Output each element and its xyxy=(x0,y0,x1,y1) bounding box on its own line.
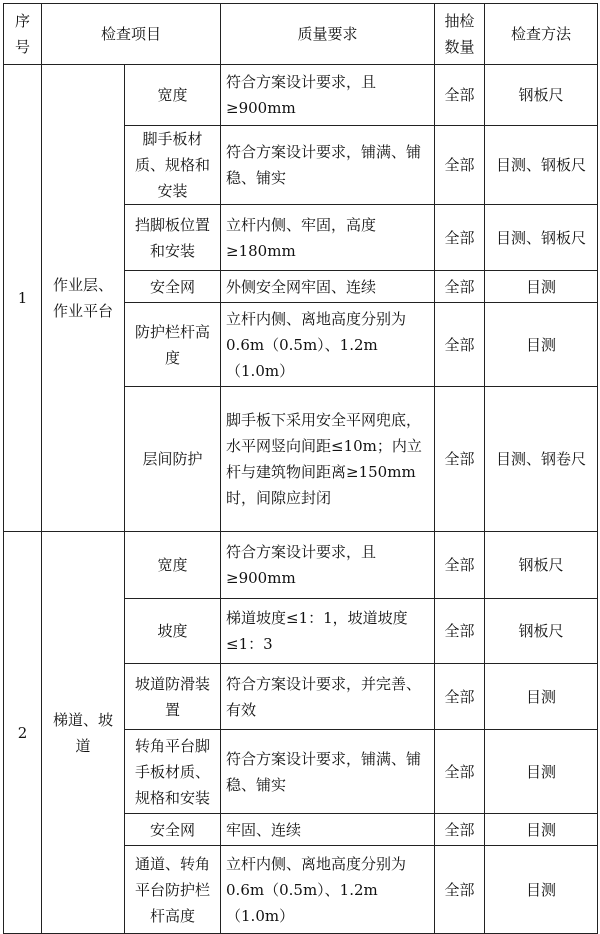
sample-qty: 全部 xyxy=(435,846,485,934)
requirement: 符合方案设计要求，铺满、铺稳、铺实 xyxy=(221,730,435,814)
check-method: 钢板尺 xyxy=(485,65,598,126)
sample-qty: 全部 xyxy=(435,532,485,599)
check-method: 目测 xyxy=(485,846,598,934)
header-sample: 抽检数量 xyxy=(435,4,485,65)
requirement: 立杆内侧、离地高度分别为 0.6m（0.5m）、1.2m（1.0m） xyxy=(221,303,435,387)
sample-qty: 全部 xyxy=(435,65,485,126)
group-name: 梯道、坡道 xyxy=(42,532,125,934)
inspection-table xyxy=(3,3,598,934)
check-method: 目测、钢板尺 xyxy=(485,205,598,271)
sub-item: 挡脚板位置和安装 xyxy=(125,205,221,271)
sub-item: 坡道防滑装置 xyxy=(125,664,221,730)
sample-qty: 全部 xyxy=(435,387,485,532)
requirement: 外侧安全网牢固、连续 xyxy=(221,271,435,303)
check-method: 目测 xyxy=(485,664,598,730)
sample-qty: 全部 xyxy=(435,730,485,814)
header-row xyxy=(4,4,598,65)
sub-item: 通道、转角平台防护栏杆高度 xyxy=(125,846,221,934)
sample-qty: 全部 xyxy=(435,664,485,730)
sub-item: 防护栏杆高度 xyxy=(125,303,221,387)
group-number: 2 xyxy=(4,532,42,934)
sample-qty: 全部 xyxy=(435,126,485,205)
requirement: 立杆内侧、离地高度分别为 0.6m（0.5m）、1.2m（1.0m） xyxy=(221,846,435,934)
header-no: 序号 xyxy=(4,4,42,65)
table-row xyxy=(4,65,598,126)
sample-qty: 全部 xyxy=(435,599,485,664)
check-method: 钢板尺 xyxy=(485,532,598,599)
check-method: 目测、钢板尺 xyxy=(485,126,598,205)
sub-item: 安全网 xyxy=(125,271,221,303)
group-name: 作业层、作业平台 xyxy=(42,65,125,532)
check-method: 目测、钢卷尺 xyxy=(485,387,598,532)
requirement: 立杆内侧、牢固，高度≥180mm xyxy=(221,205,435,271)
header-item: 检查项目 xyxy=(42,4,221,65)
requirement: 符合方案设计要求，铺满、铺稳、铺实 xyxy=(221,126,435,205)
sub-item: 层间防护 xyxy=(125,387,221,532)
sample-qty: 全部 xyxy=(435,271,485,303)
sub-item: 安全网 xyxy=(125,814,221,846)
sub-item: 坡度 xyxy=(125,599,221,664)
header-requirement: 质量要求 xyxy=(221,4,435,65)
table-row xyxy=(4,532,598,599)
sample-qty: 全部 xyxy=(435,814,485,846)
requirement: 符合方案设计要求，且≥900mm xyxy=(221,65,435,126)
requirement: 梯道坡度≤1：1，坡道坡度≤1：3 xyxy=(221,599,435,664)
group-number: 1 xyxy=(4,65,42,532)
requirement: 符合方案设计要求，并完善、有效 xyxy=(221,664,435,730)
requirement: 符合方案设计要求，且≥900mm xyxy=(221,532,435,599)
sub-item: 脚手板材质、规格和安装 xyxy=(125,126,221,205)
check-method: 钢板尺 xyxy=(485,599,598,664)
check-method: 目测 xyxy=(485,814,598,846)
sample-qty: 全部 xyxy=(435,205,485,271)
check-method: 目测 xyxy=(485,303,598,387)
sub-item: 宽度 xyxy=(125,532,221,599)
check-method: 目测 xyxy=(485,730,598,814)
requirement: 脚手板下采用安全平网兜底，水平网竖向间距≤10m；内立杆与建筑物间距离≥150mm 时，间隙应封闭 xyxy=(221,387,435,532)
check-method: 目测 xyxy=(485,271,598,303)
sample-qty: 全部 xyxy=(435,303,485,387)
requirement: 牢固、连续 xyxy=(221,814,435,846)
header-method: 检查方法 xyxy=(485,4,598,65)
sub-item: 转角平台脚手板材质、规格和安装 xyxy=(125,730,221,814)
sub-item: 宽度 xyxy=(125,65,221,126)
